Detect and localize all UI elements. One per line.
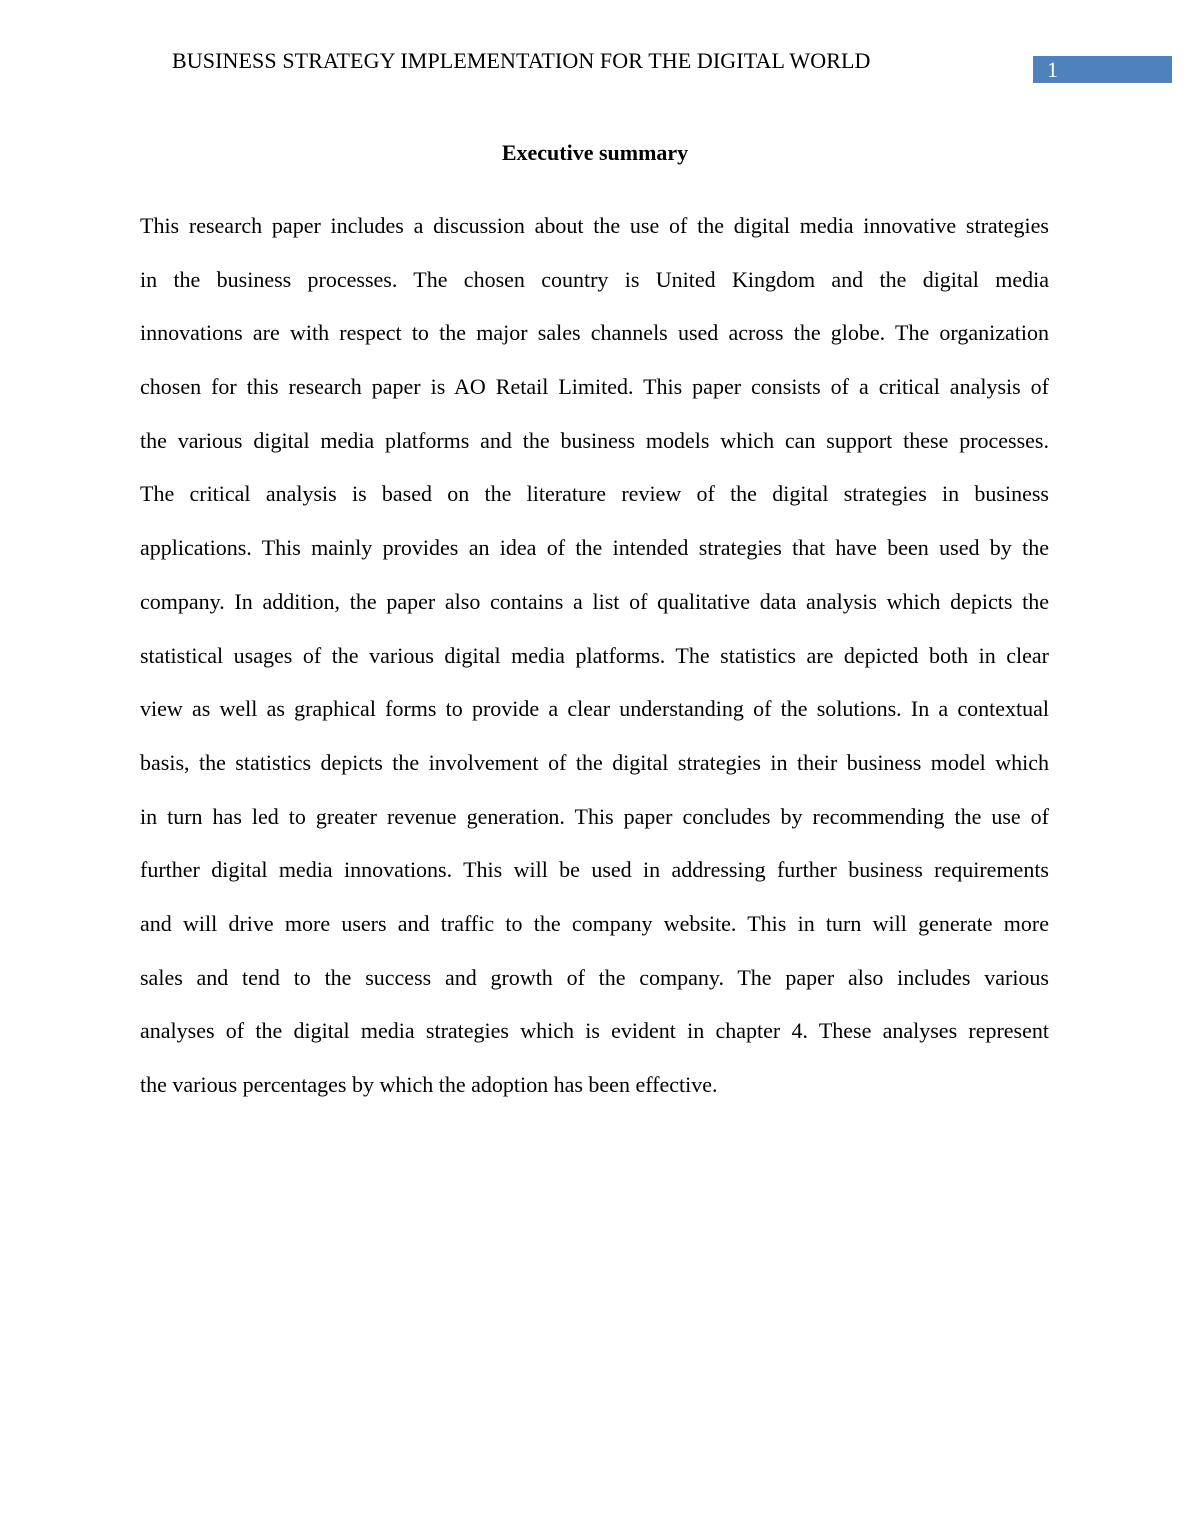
paragraph-line: and will drive more users and traffic to the company website. This in turn will generate more — [140, 910, 1049, 936]
paragraph-line: analyses of the digital media strategies which is evident in chapter 4. These analyses represent — [140, 1018, 1049, 1044]
paragraph-line: statistical usages of the various digital media platforms. The statistics are depicted both in clear — [140, 642, 1049, 668]
paragraph-line: view as well as graphical forms to provide a clear understanding of the solutions. In a contextual — [140, 696, 1049, 722]
paragraph-line: the various percentages by which the adoption has been effective. — [140, 1072, 718, 1097]
paragraph-line: The critical analysis is based on the literature review of the digital strategies in business — [140, 481, 1049, 507]
paragraph-line: sales and tend to the success and growth of the company. The paper also includes various — [140, 964, 1049, 990]
paragraph-line: applications. This mainly provides an idea of the intended strategies that have been used by the — [140, 535, 1049, 561]
section-title: Executive summary — [501, 140, 689, 165]
paragraph-line: the various digital media platforms and the business models which can support these processes. — [140, 427, 1049, 453]
running-header-title: BUSINESS STRATEGY IMPLEMENTATION FOR THE DIGITAL WORLD — [172, 48, 871, 73]
page-number-badge: 1 — [1033, 56, 1172, 83]
paragraph-line: further digital media innovations. This will be used in addressing further business requirements — [140, 857, 1049, 883]
paragraph-line: in turn has led to greater revenue generation. This paper concludes by recommending the use of — [140, 803, 1049, 829]
paragraph-line: chosen for this research paper is AO Retail Limited. This paper consists of a critical analysis of — [140, 374, 1049, 400]
paragraph-line: basis, the statistics depicts the involvement of the digital strategies in their business model which — [140, 749, 1049, 775]
paragraph-line: This research paper includes a discussion about the use of the digital media innovative strategies — [140, 213, 1049, 238]
paragraph-line: company. In addition, the paper also contains a list of qualitative data analysis which depicts the — [140, 588, 1049, 614]
summary-paragraph — [140, 210, 1049, 1123]
paragraph-line: innovations are with respect to the major sales channels used across the globe. The organization — [140, 320, 1049, 346]
paragraph-line: in the business processes. The chosen country is United Kingdom and the digital media — [140, 266, 1049, 292]
